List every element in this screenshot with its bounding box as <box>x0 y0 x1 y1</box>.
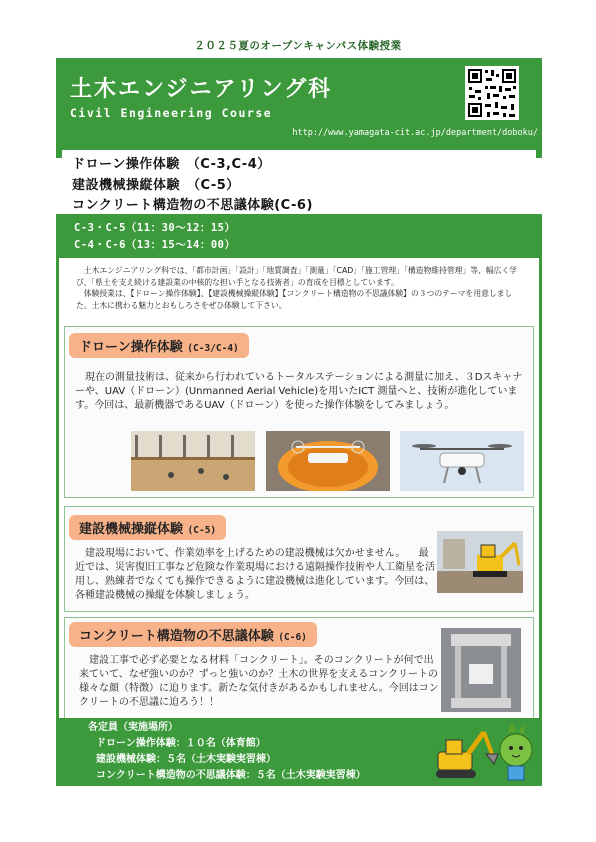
machine-section <box>64 506 534 612</box>
top-title: ２０２５夏のオープンキャンパス体験授業 <box>194 40 402 52</box>
course-item: コンクリート構造物の不思議体験(C-6) <box>72 198 313 213</box>
concrete-section-label: コンクリート構造物の不思議体験 (C-6) <box>69 622 317 647</box>
capacity-heading: 各定員（実施場所） <box>88 722 178 733</box>
qr-code-icon[interactable] <box>465 66 519 120</box>
concrete-testing-machine-photo <box>441 628 521 712</box>
drone-photo <box>400 431 524 491</box>
department-url-link[interactable]: http://www.yamagata-cit.ac.jp/department/doboku/ <box>292 128 538 138</box>
department-english-title: Civil Engineering Course <box>70 106 273 120</box>
construction-machine-photo <box>437 531 523 593</box>
machine-section-text: 建設現場において、作業効率を上げるための建設機械は欠かせません。 最近では、災害復旧工事など危険な作業現場における遠隔操作技術や人工衛星を活用し、熟練者でなくても操作できるように建設機械は進化しています。今回は、各種建設機械の操縦を体験しましょう。 <box>75 548 435 601</box>
schedule-bar <box>56 214 542 258</box>
drone-section-text: 現在の測量技術は、従来から行われているトータルステーションによる測量に加え、３Dスキャナーや、UAV（ドローン）(Unmanned Aerial Vehicle)を用いたICT 測量へと、技術が進化しています。今回は、最新機器であるUAV（ドローン）を使った操作体験をしてみましょう。 <box>75 372 523 411</box>
course-item: 建設機械操縦体験 （C-5） <box>72 178 240 193</box>
course-list <box>62 150 536 218</box>
concrete-section <box>64 617 534 719</box>
drone-section <box>64 326 534 498</box>
schedule-time: C-4・C-6（13：15〜14：00） <box>74 239 236 251</box>
concrete-section-text: 建設工事で必ず必要となる材料「コンクリート」。そのコンクリートが何で出来ていて、なぜ強いのか？ずっと強いのか？土木の世界を支えるコンクリートの様々な顔（特徴）に迫ります。新たな気付きがあるかもしれません。今回はコンクリートの不思議に迫ろう！！ <box>79 655 439 708</box>
course-item: ドローン操作体験 （C-3,C-4） <box>72 157 271 172</box>
drone-landing-pad-photo <box>266 431 390 491</box>
gymnasium-photo <box>131 431 255 491</box>
department-title: 土木エンジニアリング科 <box>70 77 333 102</box>
schedule-time: C-3・C-5（11：30〜12：15） <box>74 222 236 234</box>
capacity-item: コンクリート構造物の不思議体験：５名（土木実験実習棟） <box>96 770 366 781</box>
capacity-item: 建設機械体験：５名（土木実験実習棟） <box>96 754 276 765</box>
capacity-item: ドローン操作体験：１０名（体育館） <box>96 738 266 749</box>
machine-section-label: 建設機械操縦体験 (C-5) <box>69 515 226 540</box>
intro-text: 土木エンジニアリング科では、「都市計画」「設計」「地質調査」「測量」「CAD」「施工管理」「構造物維持管理」等、幅広く学び、「県土を支え続ける建設業の中核的な担い手となる技術者」の育成を目標としています。 体験授業は、【ドローン操作体験】、【建設機械操縦体験】【コンクリート構造物の不思議体験】の３つのテーマを用意しました。土木に携わる魅力とおもしろさをぜひ体験して下さい。 <box>76 266 518 310</box>
excavator-mascot-icon <box>428 718 536 786</box>
drone-section-label: ドローン操作体験 (C-3/C-4) <box>69 333 249 358</box>
